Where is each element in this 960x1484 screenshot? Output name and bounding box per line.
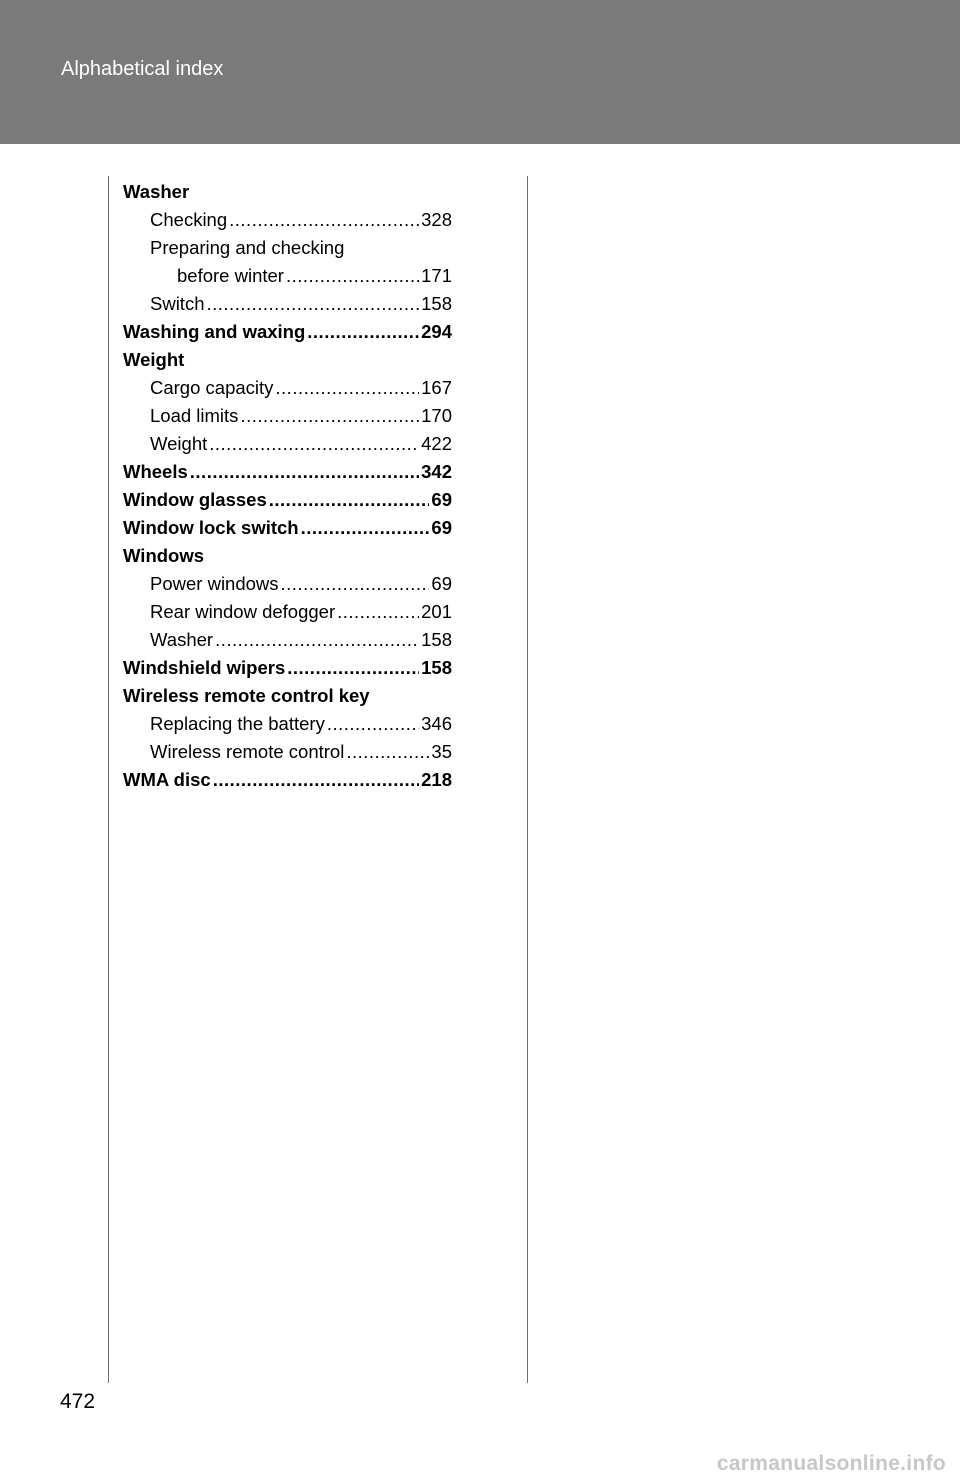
page-reference: 167 [421,377,452,398]
index-term: Window lock switch [123,517,299,538]
leader-dots [207,290,420,318]
index-subentry [123,570,452,598]
index-entry [123,766,452,794]
index-term: Windshield wipers [123,657,286,678]
index-subentry [123,234,452,262]
leader-dots [240,402,419,430]
index-term: Window glasses [123,489,267,510]
section-header-band [0,0,960,144]
index-column [123,178,452,794]
index-term: Rear window defogger [150,601,336,622]
index-term: Preparing and checking [150,237,345,258]
index-subentry [123,430,452,458]
page-reference: 201 [421,601,452,622]
index-subentry [123,402,452,430]
index-term: Washing and waxing [123,321,306,342]
leader-dots [346,738,429,766]
index-entry [123,654,452,682]
index-term: Windows [123,545,205,566]
index-entry [123,486,452,514]
page-reference: 69 [431,573,452,594]
index-term: Weight [123,349,185,370]
index-term: Wireless remote control [150,741,345,762]
index-heading [123,178,452,206]
column-rule-left [108,176,109,1383]
leader-dots [213,766,419,794]
index-heading [123,346,452,374]
leader-dots [307,318,419,346]
leader-dots [286,262,419,290]
index-subentry [123,738,452,766]
index-term: Switch [150,293,205,314]
page-reference: 171 [421,265,452,286]
page-reference: 342 [421,461,452,482]
page-reference: 158 [421,657,452,678]
page-reference: 158 [421,293,452,314]
index-term: before winter [177,265,284,286]
leader-dots [190,458,419,486]
index-subentry [123,374,452,402]
index-subentry-continuation [123,262,452,290]
leader-dots [269,486,430,514]
leader-dots [209,430,419,458]
index-term: Load limits [150,405,239,426]
column-rule-right [527,176,528,1383]
page-number: 472 [60,1390,96,1413]
leader-dots [215,626,419,654]
index-term: Wheels [123,461,188,482]
index-subentry [123,626,452,654]
index-term: WMA disc [123,769,211,790]
page-reference: 218 [421,769,452,790]
page-reference: 69 [431,517,452,538]
watermark: carmanualsonline.info [716,1452,946,1475]
index-subentry [123,290,452,318]
leader-dots [281,570,430,598]
page-reference: 328 [421,209,452,230]
page-reference: 346 [421,713,452,734]
page-reference: 422 [421,433,452,454]
index-entry [123,514,452,542]
index-subentry [123,206,452,234]
leader-dots [327,710,419,738]
page-reference: 35 [431,741,452,762]
index-term: Checking [150,209,228,230]
index-entry [123,318,452,346]
page-reference: 170 [421,405,452,426]
index-term: Wireless remote control key [123,685,370,706]
index-heading [123,542,452,570]
index-entry [123,458,452,486]
index-subentry [123,598,452,626]
leader-dots [229,206,419,234]
page-reference: 294 [421,321,452,342]
index-term: Washer [150,629,214,650]
section-title: Alphabetical index [61,58,224,80]
page-reference: 69 [431,489,452,510]
index-term: Cargo capacity [150,377,274,398]
page-reference: 158 [421,629,452,650]
index-term: Weight [150,433,208,454]
leader-dots [287,654,419,682]
leader-dots [337,598,419,626]
leader-dots [301,514,430,542]
index-term: Washer [123,181,190,202]
index-term: Replacing the battery [150,713,325,734]
leader-dots [275,374,419,402]
index-term: Power windows [150,573,279,594]
index-subentry [123,710,452,738]
index-heading [123,682,452,710]
